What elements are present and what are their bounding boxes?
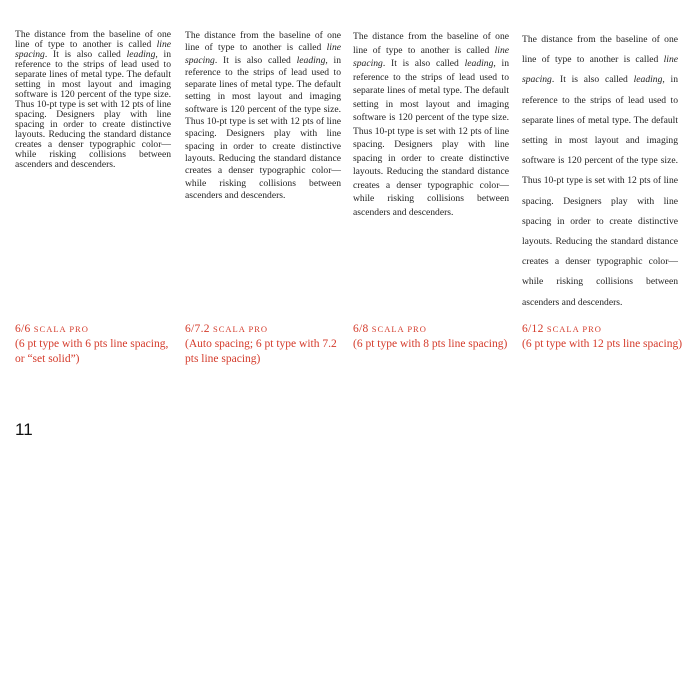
term-line-spacing: line spacing [353,44,509,69]
body-text: , in reference to the strips of lead used to separate lines of metal type. The default setting in most layout and imaging software is 120 percent of the type size. Thus 10-pt type is set with 12 pts of line spacing. Designers play with line spacing in order to create distinctive layouts. Reducing the standard distance creates a denser typographic color—while risking collisions between ascenders and descenders. [522,74,678,308]
body-text-column-6-6 [15,30,171,170]
body-text: . It is also called [44,49,127,60]
page-number: 11 [15,420,33,439]
caption-value: 6/6 [15,323,31,335]
body-text-column-6-7-2 [185,30,341,202]
body-text: The distance from the baseline of one line of type to another is called [185,30,341,54]
body-text: The distance from the baseline of one line of type to another is called [522,34,678,66]
body-text: , in reference to the strips of lead used to separate lines of metal type. The default setting in most layout and imaging software is 120 percent of the type size. Thus 10-pt type is set with 12 pts of line spacing. Designers play with line spacing in order to create distinctive layouts. Reducing the standard distance creates a denser typographic color—while risking collisions between ascenders and descenders. [15,49,171,170]
body-text-column-6-12 [522,30,678,313]
body-text: , in reference to the strips of lead used to separate lines of metal type. The default setting in most layout and imaging software is 120 percent of the type size. Thus 10-pt type is set with 12 pts of line spacing. Designers play with line spacing in order to create distinctive layouts. Reducing the standard distance creates a denser typographic color—while risking collisions between ascenders and descenders. [353,58,509,218]
term-leading: leading [633,74,663,86]
caption-description: (Auto spacing; 6 pt type with 7.2 pts line spacing) [185,338,337,365]
caption-font-name: SCALA PRO [546,324,602,334]
caption-value: 6/7.2 [185,323,210,335]
body-text: . It is also called [382,58,465,69]
term-line-spacing: line spacing [185,42,341,66]
term-leading: leading [296,54,326,66]
caption-font-name: SCALA PRO [371,324,427,334]
caption-value: 6/8 [353,323,369,335]
caption-6-12 [522,322,687,352]
caption-value: 6/12 [522,323,544,335]
body-text: . It is also called [214,54,297,66]
caption-6-6 [15,322,180,367]
caption-description: (6 pt type with 8 pts line spacing) [353,338,508,350]
caption-6-7-2 [185,322,350,367]
caption-label [15,322,180,337]
caption-font-name: SCALA PRO [213,324,269,334]
body-text: , in reference to the strips of lead used to separate lines of metal type. The default setting in most layout and imaging software is 120 percent of the type size. Thus 10-pt type is set with 12 pts of line spacing. Designers play with line spacing in order to create distinctive layouts. Reducing the standard distance creates a denser typographic color—while risking collisions between ascenders and descenders. [185,54,341,201]
caption-6-8 [353,322,518,352]
caption-description: (6 pt type with 12 pts line spacing) [522,338,683,350]
term-leading: leading [126,49,156,60]
body-text-column-6-8 [353,30,509,219]
body-text: The distance from the baseline of one line of type to another is called [15,29,171,50]
term-leading: leading [464,58,494,69]
term-line-spacing: line spacing [15,39,171,60]
body-text: The distance from the baseline of one line of type to another is called [353,31,509,56]
caption-description: (6 pt type with 6 pts line spacing, or “set solid”) [15,338,169,365]
term-line-spacing: line spacing [522,54,678,86]
caption-label [353,322,518,337]
caption-label [522,322,687,337]
caption-label [185,322,350,337]
caption-font-name: SCALA PRO [33,324,89,334]
body-text: . It is also called [551,74,634,86]
